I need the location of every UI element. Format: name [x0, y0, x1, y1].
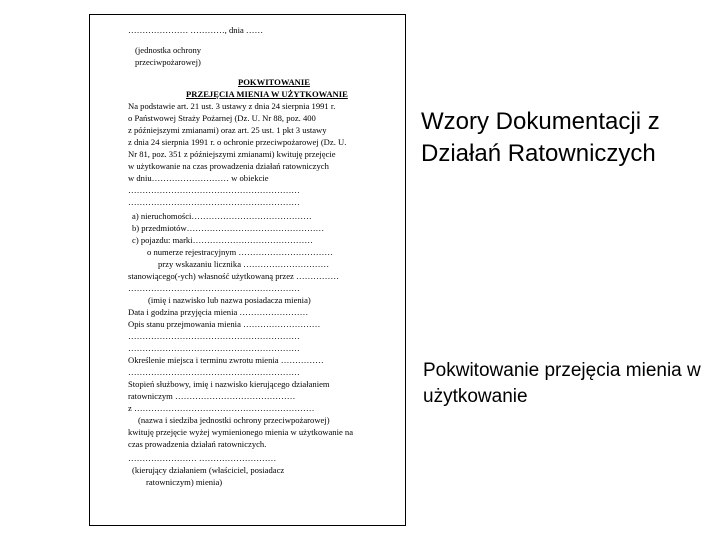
caption-line: (imię i nazwisko lub nazwa posiadacza mienia)	[148, 295, 311, 305]
signature-caption-line: ratowniczym) mienia)	[146, 477, 223, 487]
body-line: o Państwowej Straży Pożarnej (Dz. U. Nr 88, poz. 400	[128, 113, 316, 123]
document-title: POKWITOWANIE	[238, 77, 310, 87]
field-line: o numerze rejestracyjnym ……………………………	[147, 247, 333, 257]
field-line: Określenie miejsca i terminu zwrotu mienia ……………	[128, 355, 324, 365]
body-line: w użytkowanie na czas prowadzenia działań ratowniczych	[128, 161, 329, 171]
document-subtitle: PRZEJĘCIA MIENIA W UŻYTKOWANIE	[186, 89, 348, 99]
field-line: z ………………………………………………………	[128, 403, 315, 413]
slide-subheading: Pokwitowanie przejęcia mienia w użytkowanie	[423, 360, 701, 407]
field-line: b) przedmiotów…………………………………………	[132, 223, 325, 233]
field-line: a) nieruchomości……………………………………	[132, 211, 312, 221]
field-line: Data i godzina przyjęcia mienia ……………………	[128, 307, 309, 317]
dotted-line: ……………………………………………………	[128, 343, 300, 353]
body-line: Na podstawie art. 21 ust. 3 ustawy z dnia 24 sierpnia 1991 r.	[128, 101, 336, 111]
dotted-line: ……………………………………………………	[128, 185, 300, 195]
signature-dotted-line: …………………… ………………………	[128, 453, 277, 463]
body-line: z dnia 24 sierpnia 1991 r. o ochronie przeciwpożarowej (Dz. U.	[128, 137, 347, 147]
dotted-line: ……………………………………………………	[128, 197, 300, 207]
field-line: Opis stanu przejmowania mienia ………………………	[128, 319, 321, 329]
field-line: c) pojazdu: marki……………………………………	[132, 235, 313, 245]
body-line: Stopień służbowy, imię i nazwisko kierującego działaniem	[128, 379, 330, 389]
body-line: stanowiącego(-ych) własność użytkowaną przez ……………	[128, 271, 339, 281]
body-line: kwituję przejęcie wyżej wymienionego mienia w użytkowanie na	[128, 427, 354, 437]
field-line: ratowniczym ……………………………………	[128, 391, 296, 401]
document-preview	[89, 14, 406, 526]
body-line: w dniu……………………… w obiekcie	[128, 173, 269, 183]
caption-line: (nazwa i siedziba jednostki ochrony przeciwpożarowej)	[138, 415, 330, 425]
dotted-line: ……………………………………………………	[128, 367, 300, 377]
unit-label-line-1: (jednostka ochrony	[135, 45, 202, 55]
dotted-line: ……………………………………………………	[128, 283, 300, 293]
signature-caption-line: (kierujący działaniem (właściciel, posiadacz	[132, 465, 285, 475]
body-line: z późniejszymi zmianami) oraz art. 25 ust. 1 pkt 3 ustawy	[128, 125, 327, 135]
field-line: przy wskazaniu licznika …………………………	[158, 259, 330, 269]
slide-heading: Wzory Dokumentacji z Działań Ratowniczych	[421, 108, 660, 167]
unit-label-line-2: przeciwpożarowej)	[135, 57, 201, 67]
dotted-line: ……………………………………………………	[128, 331, 300, 341]
header-date-line: ………………… …………, dnia ……	[128, 25, 264, 35]
body-line: Nr 81, poz. 351 z późniejszymi zmianami) kwituję przejęcie	[128, 149, 336, 159]
body-line: czas prowadzenia działań ratowniczych.	[128, 439, 267, 449]
